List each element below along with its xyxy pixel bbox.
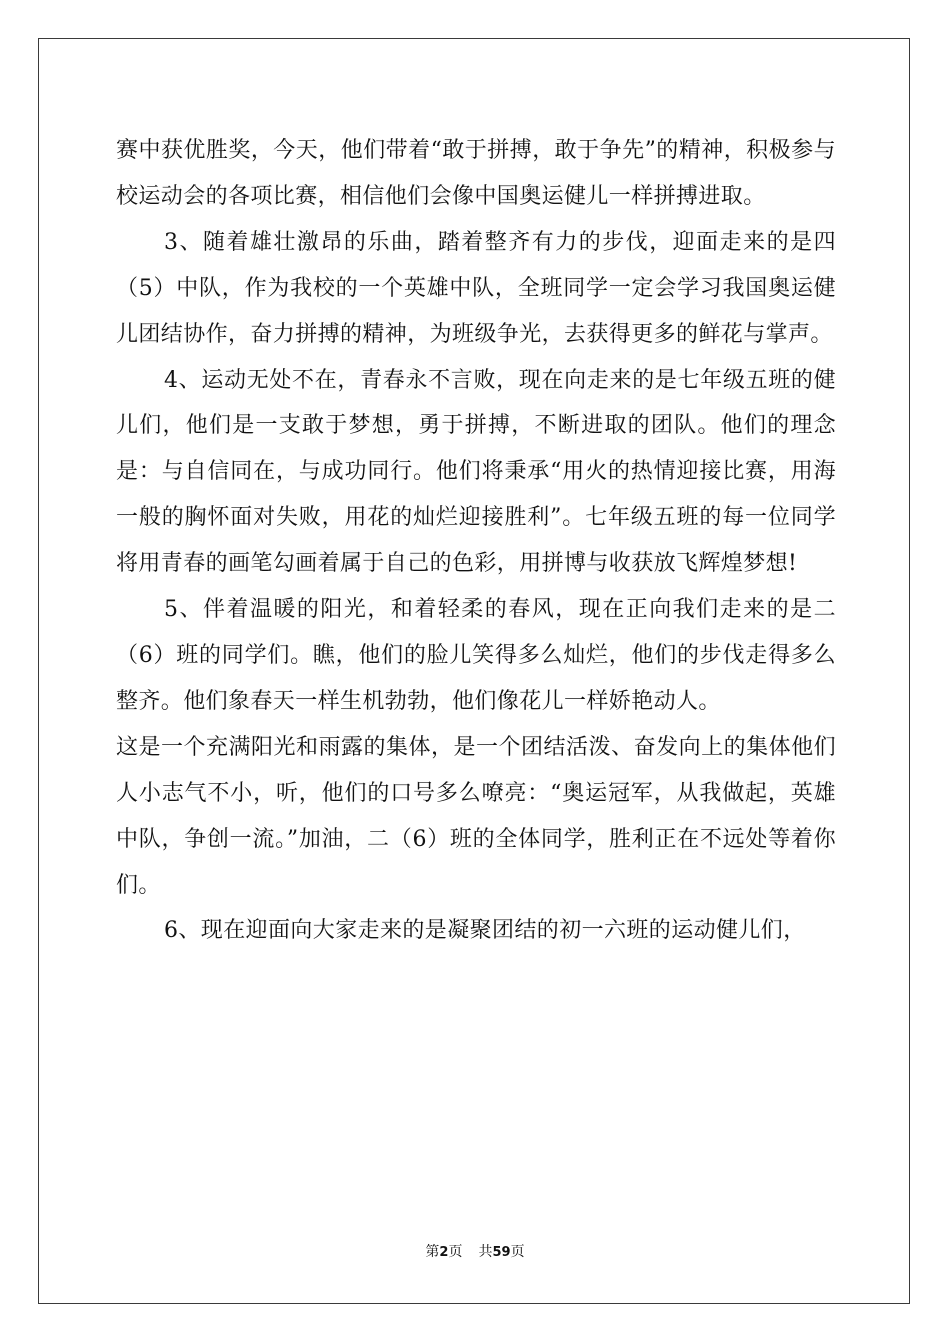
paragraph-3: 4、运动无处不在，青春永不言败，现在向走来的是七年级五班的健儿们，他们是一支敢于梦想，勇于拼搏，不断进取的团队。他们的理念是：与自信同在，与成功同行。他们将秉承“用火的热情迎接比赛，用海一般的胸怀面对失败，用花的灿烂迎接胜利”。七年级五班的每一位同学将用青春的画笔勾画着属于自己的色彩，用拼博与收获放飞辉煌梦想! (116, 367, 836, 577)
page-footer (0, 1242, 950, 1263)
footer-page-prefix: 第 (425, 1244, 440, 1260)
footer-total-prefix: 共 (478, 1244, 493, 1260)
paragraph-6: 6、现在迎面向大家走来的是凝聚团结的初一六班的运动健儿们， (164, 918, 806, 944)
paragraph-5: 这是一个充满阳光和雨露的集体，是一个团结活泼、奋发向上的集体他们人小志气不小，听，他们的口号多么嘹亮：“奥运冠军，从我做起，英雄中队，争创一流。”加油，二（6）班的全体同学，胜利正在不远处等着你们。 (116, 734, 836, 898)
footer-page-suffix: 页 (448, 1244, 463, 1260)
document-body (116, 128, 836, 954)
footer-total-suffix: 页 (510, 1244, 525, 1260)
paragraph-4: 5、伴着温暖的阳光，和着轻柔的春风，现在正向我们走来的是二（6）班的同学们。瞧，他们的脸儿笑得多么灿烂，他们的步伐走得多么整齐。他们象春天一样生机勃勃，他们像花儿一样娇艳动人。 (116, 597, 836, 714)
footer-total-number: 59 (492, 1245, 511, 1260)
paragraph-1: 赛中获优胜奖，今天，他们带着“敢于拼搏，敢于争先”的精神，积极参与校运动会的各项比赛，相信他们会像中国奥运健儿一样拼搏进取。 (116, 138, 836, 209)
paragraph-2: 3、随着雄壮激昂的乐曲，踏着整齐有力的步伐，迎面走来的是四（5）中队，作为我校的一个英雄中队，全班同学一定会学习我国奥运健儿团结协作，奋力拼搏的精神，为班级争光，去获得更多的鲜花与掌声。 (116, 229, 836, 347)
footer-page-number: 2 (439, 1245, 449, 1260)
